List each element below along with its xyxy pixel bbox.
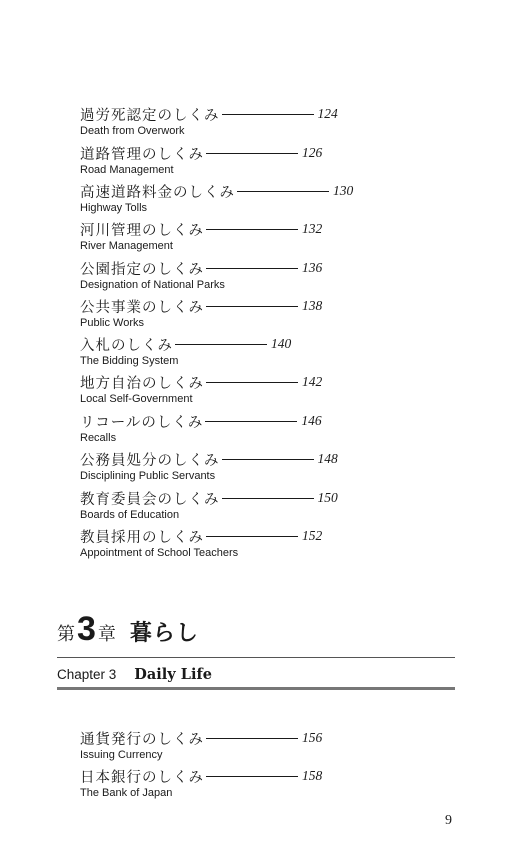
toc-entry[interactable] xyxy=(80,258,322,292)
dot-leader xyxy=(206,229,298,230)
entry-en-title: Disciplining Public Servants xyxy=(80,470,216,482)
chapter-label-en: Chapter 3 xyxy=(57,667,117,682)
dot-leader xyxy=(205,421,297,422)
entry-page: 136 xyxy=(302,260,323,275)
entry-jp-title: 過労死認定のしくみ xyxy=(80,107,220,124)
toc-entry[interactable] xyxy=(80,411,322,445)
chapter-title-jp: 暮らし xyxy=(129,621,199,646)
chapter-heading xyxy=(57,610,199,648)
toc-entry[interactable] xyxy=(80,449,338,483)
dot-leader xyxy=(237,191,329,192)
dot-leader xyxy=(206,536,298,537)
dot-leader xyxy=(222,114,314,115)
entry-jp-title: 日本銀行のしくみ xyxy=(80,769,204,786)
dot-leader xyxy=(206,268,298,269)
entry-page: 140 xyxy=(271,336,292,351)
divider-thin xyxy=(57,657,455,658)
entry-jp-title: 道路管理のしくみ xyxy=(80,146,204,163)
entry-page: 148 xyxy=(317,451,338,466)
dot-leader xyxy=(206,153,298,154)
entry-jp-title: 公園指定のしくみ xyxy=(80,261,204,278)
entry-jp-title: 公務員処分のしくみ xyxy=(80,452,220,469)
toc-entry[interactable] xyxy=(80,488,338,522)
entry-page: 142 xyxy=(302,374,323,389)
entry-jp-title: 教育委員会のしくみ xyxy=(80,491,220,508)
entry-jp-title: 入札のしくみ xyxy=(80,337,173,354)
entry-jp-title: 河川管理のしくみ xyxy=(80,222,204,239)
entry-en-title: Road Management xyxy=(80,164,174,176)
divider-thick xyxy=(57,687,455,690)
dot-leader xyxy=(206,776,298,777)
entry-jp-title: 地方自治のしくみ xyxy=(80,375,204,392)
entry-en-title: The Bidding System xyxy=(80,355,179,367)
entry-page: 146 xyxy=(301,413,322,428)
chapter-prefix: 第 xyxy=(57,624,75,645)
entry-page: 158 xyxy=(302,768,323,783)
entry-jp-title: 高速道路料金のしくみ xyxy=(80,184,235,201)
toc-entry[interactable] xyxy=(80,372,322,406)
chapter-heading-en xyxy=(57,666,212,683)
entry-page: 126 xyxy=(302,145,323,160)
dot-leader xyxy=(222,498,314,499)
toc-entry[interactable] xyxy=(80,728,322,762)
entry-en-title: Appointment of School Teachers xyxy=(80,547,239,559)
toc-entry[interactable] xyxy=(80,143,322,177)
entry-page: 150 xyxy=(317,490,338,505)
entry-page: 152 xyxy=(302,528,323,543)
entry-en-title: The Bank of Japan xyxy=(80,787,173,799)
toc-entry[interactable] xyxy=(80,766,322,800)
entry-page: 130 xyxy=(333,183,354,198)
entry-en-title: Recalls xyxy=(80,432,117,444)
entry-page: 124 xyxy=(317,106,338,121)
toc-entry[interactable] xyxy=(80,104,338,138)
entry-en-title: Boards of Education xyxy=(80,509,180,521)
page-number: 9 xyxy=(445,813,452,828)
chapter-number: 3 xyxy=(77,610,96,648)
chapter-title-en: Daily Life xyxy=(134,666,212,683)
entry-en-title: Designation of National Parks xyxy=(80,279,225,291)
toc-entry[interactable] xyxy=(80,219,322,253)
entry-page: 156 xyxy=(302,730,323,745)
dot-leader xyxy=(206,306,298,307)
entry-jp-title: 教員採用のしくみ xyxy=(80,529,204,546)
toc-entry[interactable] xyxy=(80,296,322,330)
entry-jp-title: 通貨発行のしくみ xyxy=(80,731,204,748)
dot-leader xyxy=(175,344,267,345)
dot-leader xyxy=(206,738,298,739)
entry-en-title: Public Works xyxy=(80,317,144,329)
entry-en-title: Highway Tolls xyxy=(80,202,148,214)
dot-leader xyxy=(206,382,298,383)
chapter-suffix: 章 xyxy=(97,624,116,645)
entry-en-title: River Management xyxy=(80,240,173,252)
toc-entry[interactable] xyxy=(80,334,291,368)
dot-leader xyxy=(222,459,314,460)
toc-entry[interactable] xyxy=(80,526,322,560)
entry-page: 138 xyxy=(302,298,323,313)
entry-en-title: Death from Overwork xyxy=(80,125,185,137)
entry-en-title: Issuing Currency xyxy=(80,749,163,761)
entry-jp-title: 公共事業のしくみ xyxy=(80,299,204,316)
toc-entry[interactable] xyxy=(80,181,353,215)
entry-page: 132 xyxy=(302,221,323,236)
entry-en-title: Local Self-Government xyxy=(80,393,193,405)
entry-jp-title: リコールのしくみ xyxy=(80,414,204,431)
